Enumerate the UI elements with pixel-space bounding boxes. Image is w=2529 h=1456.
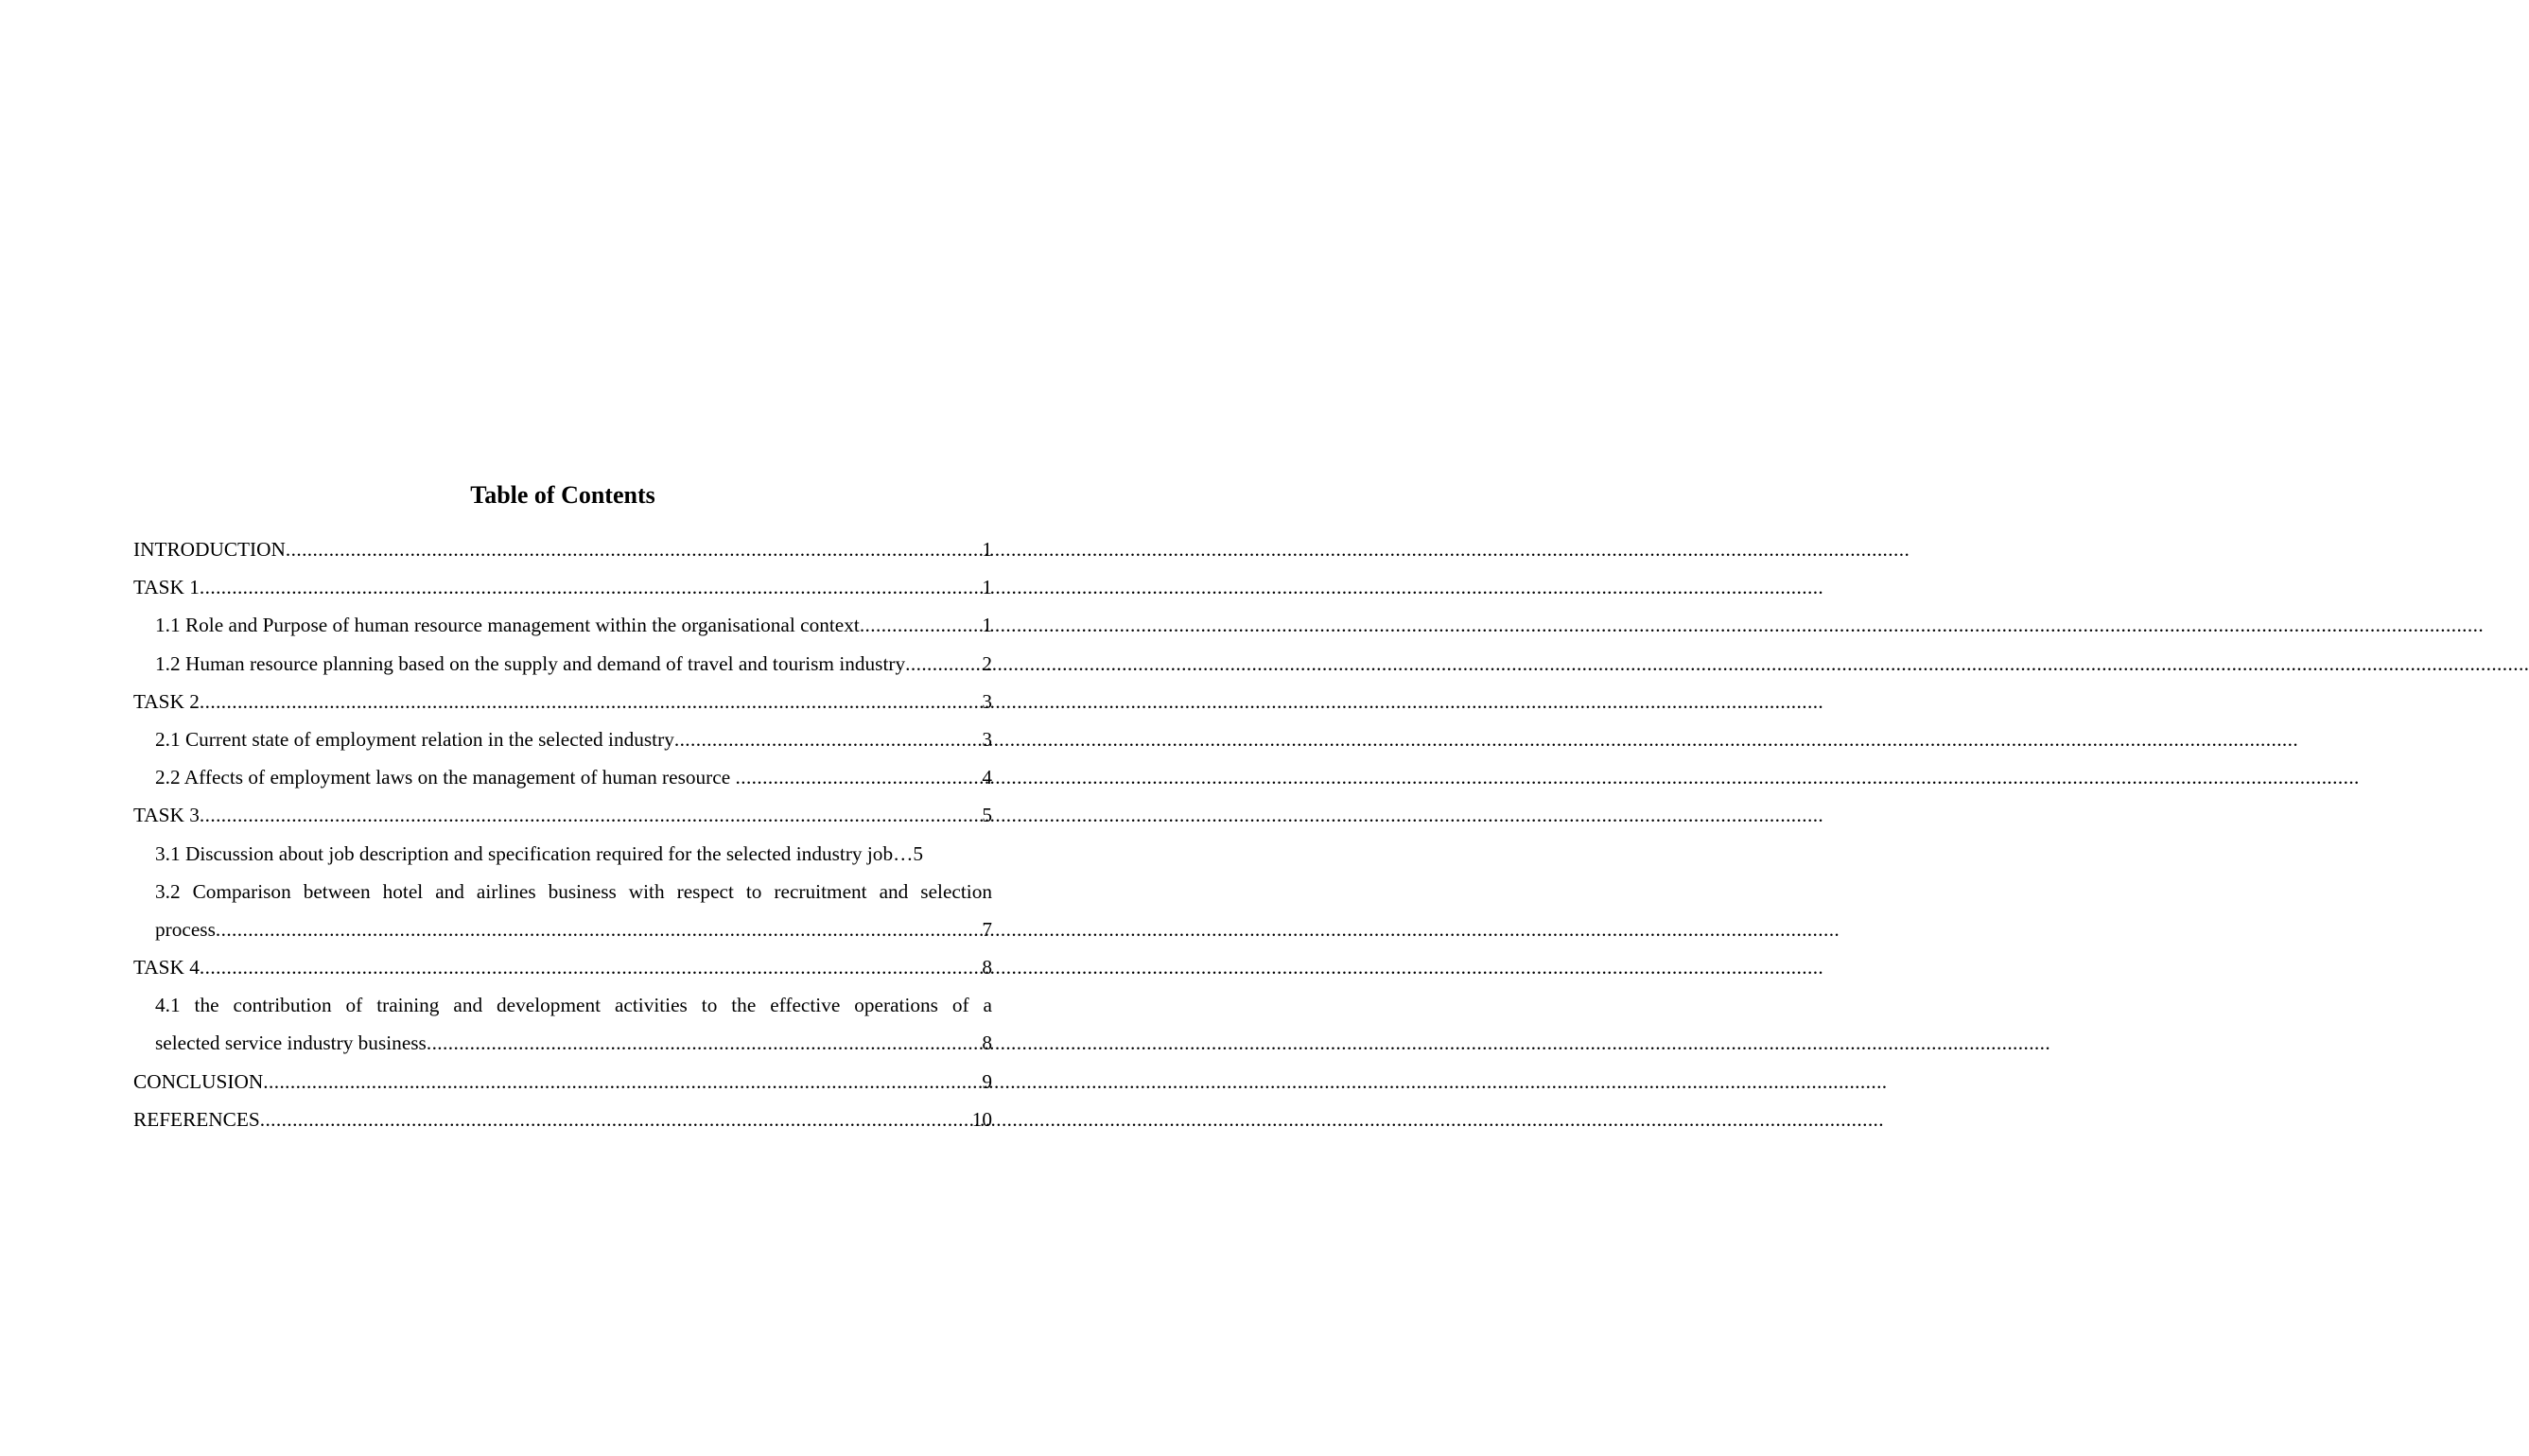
table-of-contents [133, 530, 992, 1138]
toc-entry-3-1[interactable] [133, 835, 992, 873]
toc-entry-2-1[interactable] [133, 720, 992, 758]
toc-entry-label: TASK 1 [133, 576, 200, 599]
toc-page-number: 7 [982, 917, 992, 941]
toc-entry-label: INTRODUCTION [133, 538, 286, 561]
toc-entry-label: 3.1 Discussion about job description and specification required for the selected industry job… [155, 841, 914, 865]
toc-entry-references[interactable] [133, 1101, 992, 1138]
dot-leader [200, 568, 982, 606]
toc-entry-task-3[interactable] [133, 796, 992, 834]
dot-leader [260, 1101, 972, 1138]
toc-entry-label: 2.1 Current state of employment relation in the selected industry [155, 727, 674, 751]
toc-title: Table of Contents [470, 481, 655, 509]
toc-entry-4-1[interactable] [133, 986, 992, 1062]
toc-page-number: 3 [982, 689, 992, 713]
toc-page-number: 2 [982, 651, 992, 675]
toc-entry-conclusion[interactable] [133, 1063, 992, 1101]
toc-entry-task-2[interactable] [133, 683, 992, 720]
toc-entry-task-4[interactable] [133, 948, 992, 986]
toc-entry-1-1[interactable] [133, 606, 992, 644]
toc-entry-label: 2.2 Affects of employment laws on the management of human resource [155, 766, 736, 789]
toc-page-number: 8 [982, 956, 992, 979]
document-page [0, 0, 1125, 1456]
toc-page-number: 1 [982, 538, 992, 561]
toc-entry-label: 1.1 Role and Purpose of human resource management within the organisational context [155, 614, 860, 637]
dot-leader [216, 910, 982, 948]
toc-entry-1-2[interactable] [133, 645, 992, 683]
toc-entry-label: REFERENCES [133, 1107, 260, 1131]
dot-leader [427, 1024, 983, 1062]
toc-entry-task-1[interactable] [133, 568, 992, 606]
toc-entry-label-line-1: 3.2 Comparison between hotel and airlines business with respect to recruitment and selection [155, 879, 992, 903]
toc-page-number: 5 [982, 804, 992, 827]
toc-entry-label: TASK 2 [133, 689, 200, 713]
dot-leader [674, 720, 983, 758]
toc-entry-label-line-2: process [155, 917, 216, 941]
toc-page-number: 9 [982, 1069, 992, 1093]
toc-entry-2-2[interactable] [133, 758, 992, 796]
toc-entry-label: TASK 4 [133, 956, 200, 979]
toc-entry-introduction[interactable] [133, 530, 992, 568]
dot-leader [200, 683, 982, 720]
toc-entry-label: TASK 3 [133, 804, 200, 827]
dot-leader [905, 645, 982, 683]
toc-entry-label: CONCLUSION [133, 1069, 264, 1093]
toc-entry-label: 1.2 Human resource planning based on the supply and demand of travel and tourism industry [155, 651, 906, 675]
dot-leader [200, 796, 982, 834]
dot-leader [286, 530, 982, 568]
dot-leader [736, 758, 983, 796]
toc-page-number: 10 [971, 1107, 992, 1131]
toc-page-number: 1 [982, 614, 992, 637]
toc-entry-3-2[interactable] [133, 873, 992, 948]
dot-leader [263, 1063, 982, 1101]
toc-entry-label-line-2: selected service industry business [155, 1031, 427, 1055]
toc-page-number: 4 [982, 766, 992, 789]
dot-leader [200, 948, 982, 986]
toc-page-number: 8 [982, 1031, 992, 1055]
toc-page-number: 1 [982, 576, 992, 599]
toc-entry-label-line-1: 4.1 the contribution of training and development activities to the effective operations of a [155, 994, 992, 1017]
toc-page-number: 5 [913, 841, 924, 865]
dot-leader [860, 606, 983, 644]
toc-page-number: 3 [982, 727, 992, 751]
